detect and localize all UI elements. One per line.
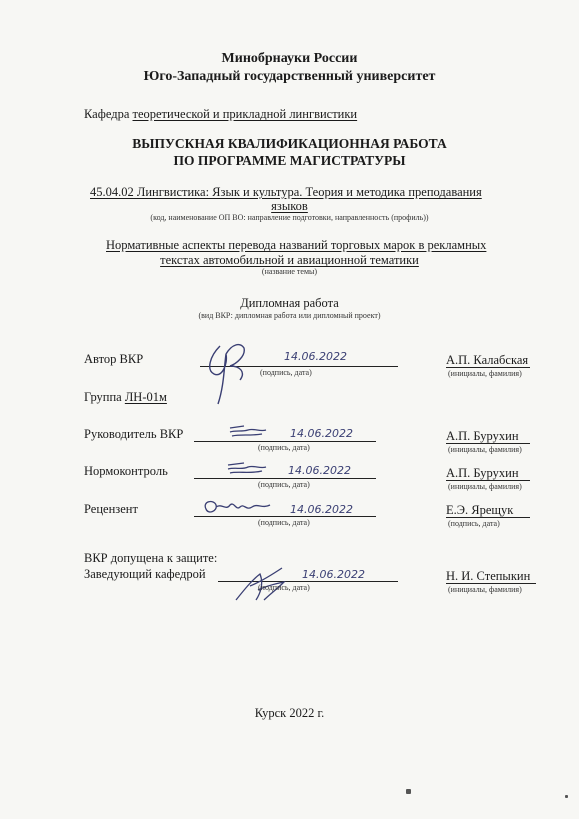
head-of-department-name: Н. И. Степыкин xyxy=(446,569,531,583)
work-title-line2: ПО ПРОГРАММЕ МАГИСТРАТУРЫ xyxy=(173,153,406,168)
topic-line1: Нормативные аспекты перевода названий торговых марок в рекламных xyxy=(106,238,487,252)
normcontrol-label: Нормоконтроль xyxy=(84,464,168,478)
head-name-line xyxy=(446,583,536,584)
supervisor-name-line xyxy=(446,443,530,444)
reviewer-label: Рецензент xyxy=(84,502,138,516)
supervisor-name: А.П. Бурухин xyxy=(446,429,519,443)
author-name-caption: (инициалы, фамилия) xyxy=(448,369,522,378)
head-signature-caption: (подпись, дата) xyxy=(258,583,310,592)
supervisor-label: Руководитель ВКР xyxy=(84,427,184,441)
department-line xyxy=(84,107,357,122)
reviewer-signature-caption: (подпись, дата) xyxy=(258,518,310,527)
normcontrol-name-caption: (инициалы, фамилия) xyxy=(448,482,522,491)
city-year: Курск 2022 г. xyxy=(254,706,325,720)
author-name: А.П. Калабская xyxy=(446,353,529,367)
department-prefix: Кафедра xyxy=(84,107,130,121)
scan-dot xyxy=(406,789,411,794)
department-name: теоретической и прикладной лингвистики xyxy=(132,107,358,121)
normcontrol-signature-date: 14.06.2022 xyxy=(288,464,351,477)
head-of-department-label: Заведующий кафедрой xyxy=(84,567,206,581)
author-signature-date: 14.06.2022 xyxy=(284,350,347,363)
supervisor-name-caption: (инициалы, фамилия) xyxy=(448,445,522,454)
normcontrol-name: А.П. Бурухин xyxy=(446,466,519,480)
head-name-caption: (инициалы, фамилия) xyxy=(448,585,522,594)
normcontrol-signature-caption: (подпись, дата) xyxy=(258,480,310,489)
supervisor-signature-line xyxy=(194,441,376,442)
reviewer-name-line xyxy=(446,517,530,518)
work-type: Дипломная работа xyxy=(240,296,339,310)
admission-line: ВКР допущена к защите: xyxy=(84,551,218,565)
supervisor-signature-caption: (подпись, дата) xyxy=(258,443,310,452)
work-title-line1: ВЫПУСКНАЯ КВАЛИФИКАЦИОННАЯ РАБОТА xyxy=(132,136,447,151)
author-name-line xyxy=(446,367,530,368)
group-label: Группа xyxy=(84,390,122,404)
group-line xyxy=(84,390,167,405)
topic-line2: текстах автомобильной и авиационной тематики xyxy=(160,253,419,267)
normcontrol-name-line xyxy=(446,480,530,481)
head-signature-date: 14.06.2022 xyxy=(302,568,365,581)
university-name: Юго-Западный государственный университет xyxy=(143,69,436,84)
reviewer-name-caption: (подпись, дата) xyxy=(448,519,500,528)
program-caption: (код, наименование ОП ВО: направление подготовки, направленность (профиль)) xyxy=(150,213,429,222)
scan-dot xyxy=(565,795,568,798)
supervisor-signature xyxy=(226,420,272,442)
author-signature xyxy=(200,334,260,414)
supervisor-signature-date: 14.06.2022 xyxy=(290,427,353,440)
reviewer-name: Е.Э. Ярещук xyxy=(446,503,514,517)
reviewer-signature-date: 14.06.2022 xyxy=(290,503,353,516)
program-line2: языков xyxy=(271,199,308,213)
normcontrol-signature xyxy=(224,457,270,479)
program-line1: 45.04.02 Лингвистика: Язык и культура. Теория и методика преподавания xyxy=(90,185,482,199)
author-label: Автор ВКР xyxy=(84,352,144,366)
ministry-name: Минобрнауки России xyxy=(221,51,358,66)
group-code: ЛН-01м xyxy=(124,390,167,404)
author-signature-caption: (подпись, дата) xyxy=(260,368,312,377)
work-type-caption: (вид ВКР: дипломная работа или дипломный проект) xyxy=(198,311,381,320)
normcontrol-signature-line xyxy=(194,478,376,479)
topic-caption: (название темы) xyxy=(261,267,318,276)
